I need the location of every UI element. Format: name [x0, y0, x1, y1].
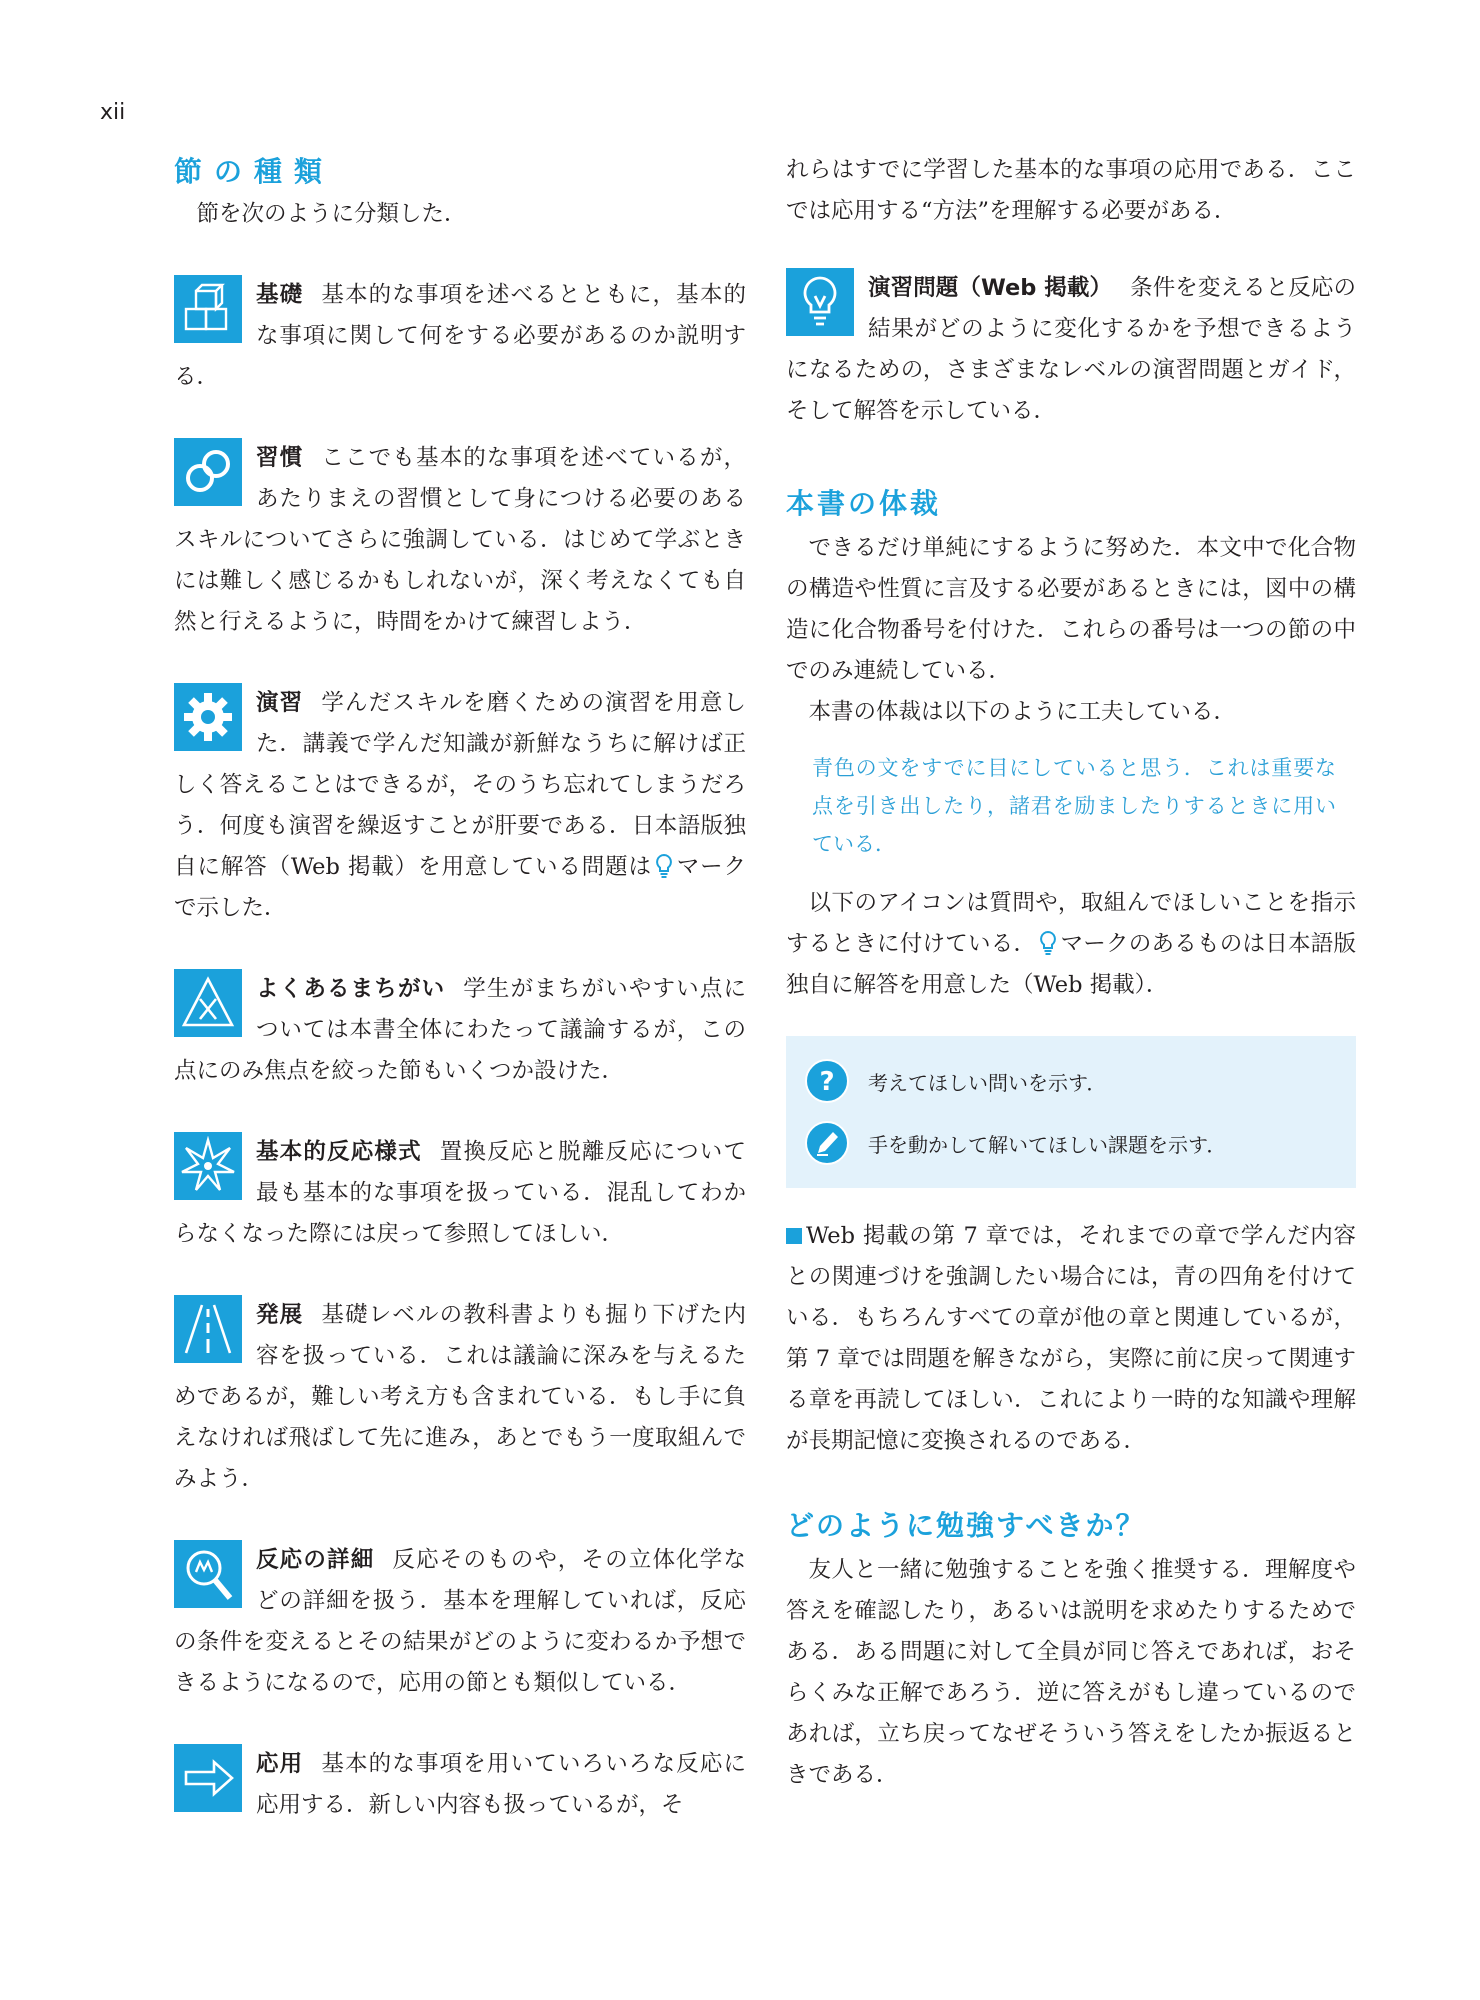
section-types-intro: 節を次のように分類した． [196, 201, 467, 227]
gear-icon [174, 683, 242, 751]
study-heading: どのように勉強すべきか？ [786, 1509, 1146, 1542]
term-label: 基礎 [256, 282, 304, 308]
blue-emphasis-text: 青色の文をすでに目にしていると思う．これは重要な点を引き出したり，諸君を励ましたりするときに用いている． [812, 756, 1336, 856]
rings-icon [174, 438, 242, 506]
term-label: 演習 [256, 690, 304, 716]
section-text: 条件を変えると反応の結果がどのように変化するかを予想できるようになるための，さまざまなレベルの演習問題とガイド，そして解答を示している． [786, 275, 1356, 424]
legend-row-pencil [804, 1112, 1338, 1174]
legend-text: 手を動かして解いてほしい課題を示す． [868, 1132, 1227, 1157]
term-label: 基本的反応様式 [256, 1139, 422, 1165]
term-label: よくあるまちがい [256, 976, 446, 1002]
section-habit [174, 438, 746, 643]
study-paragraph: 友人と一緒に勉強することを強く推奨する．理解度や答えを確認したり，あるいは説明を求めたりするためである．ある問題に対して全員が同じ答えであれば，おそらくみな正解であろう．逆に答えがもし違っているのであれば，立ち戻ってなぜそういう答えをしたか振返るときである． [786, 1557, 1356, 1788]
warning-x-icon [174, 969, 242, 1037]
section-text: 学んだスキルを磨くための演習を用意した．講義で学んだ知識が新鮮なうちに解けば正しく答えることはできるが，そのうち忘れてしまうだろう．何度も演習を繰返すことが肝要である．日本語版独自に解答（Web 掲載）を用意している問題は [174, 690, 746, 880]
magnifier-icon [174, 1540, 242, 1608]
question-icon [804, 1058, 850, 1104]
legend-row-question [804, 1050, 1338, 1112]
section-text: 基本的な事項を用いていろいろな反応に応用する．新しい内容も扱っているが，そ [256, 1751, 746, 1818]
section-web-exercises [786, 268, 1356, 432]
section-text: ここでも基本的な事項を述べているが，あたりまえの習慣として身につける必要のあるスキルについてさらに強調している．はじめて学ぶときには難しく感じるかもしれないが，深く考えなくても自然と行えるように，時間をかけて練習しよう． [174, 445, 746, 635]
section-exercise [174, 683, 746, 929]
legend-text: 考えてほしい問いを示す． [868, 1070, 1107, 1095]
arrow-right-icon [174, 1744, 242, 1812]
format-paragraph-1: できるだけ単純にするように努めた．本文中で化合物の構造や性質に言及する必要があるときには，図中の構造に化合物番号を付けた．これらの番号は一つの節の中でのみ連続している． [786, 535, 1356, 684]
icon-legend-box [786, 1036, 1356, 1188]
page-number: xii [100, 100, 126, 125]
lightbulb-icon [786, 268, 854, 336]
icons-paragraph-text: 以下のアイコンは質問や，取組んでほしいことを指示するときに付けている． [786, 890, 1356, 957]
term-label: 応用 [256, 1751, 304, 1777]
lightbulb-icon [654, 854, 674, 878]
chapter7-paragraph [786, 1216, 1356, 1462]
section-types-heading: 節の種類 [174, 155, 335, 188]
section-advanced [174, 1295, 746, 1500]
section-text: 反応そのものや，その立体化学などの詳細を扱う．基本を理解していれば，反応の条件を変えるとその結果がどのように変わるか予想できるようになるので，応用の節とも類似している． [174, 1547, 746, 1696]
term-label: 発展 [256, 1302, 304, 1328]
pencil-icon [804, 1120, 850, 1166]
cubes-icon [174, 275, 242, 343]
section-basic-reaction [174, 1132, 746, 1255]
section-text: 基礎レベルの教科書よりも掘り下げた内容を扱っている．これは議論に深みを与えるためであるが，難しい考え方も含まれている．もし手に負えなければ飛ばして先に進み，あとでもう一度取組んでみよう． [174, 1302, 746, 1492]
lightbulb-icon [1038, 931, 1058, 955]
blue-square-icon [786, 1228, 802, 1244]
term-label: 演習問題（Web 掲載） [868, 275, 1113, 301]
chapter7-text: Web 掲載の第 7 章では，それまでの章で学んだ内容との関連づけを強調したい場合には，青の四角を付けている．もちろんすべての章が他の章と関連しているが，第 7 章では問題を解きながら，実際に前に戻って関連する章を再読してほしい．これにより一時的な知識や理解が長期記憶に変換されるのである． [786, 1223, 1356, 1454]
format-paragraph-2: 本書の体裁は以下のように工夫している． [808, 699, 1237, 725]
section-text: 基本的な事項を述べるとともに，基本的な事項に関して何をする必要があるのか説明する． [174, 282, 746, 390]
format-heading: 本書の体裁 [786, 487, 942, 520]
section-text-after: マークで示した． [174, 854, 746, 921]
icons-paragraph [786, 883, 1356, 1006]
left-column [174, 150, 746, 1826]
section-application [174, 1744, 746, 1826]
continued-text: れらはすでに学習した基本的な事項の応用である．ここでは応用する“方法”を理解する必要がある． [786, 157, 1356, 224]
road-icon [174, 1295, 242, 1363]
section-text: 置換反応と脱離反応について最も基本的な事項を扱っている．混乱してわからなくなった際には戻って参照してほしい． [174, 1139, 746, 1247]
section-basic [174, 275, 746, 398]
right-column [786, 150, 1356, 1796]
star-burst-icon [174, 1132, 242, 1200]
section-text: 学生がまちがいやすい点については本書全体にわたって議論するが，この点にのみ焦点を絞った節もいくつか設けた． [174, 976, 746, 1084]
svg-text:?: ? [819, 1067, 835, 1097]
term-label: 反応の詳細 [256, 1547, 375, 1573]
icons-paragraph-text-after: マークのあるものは日本語版独自に解答を用意した（Web 掲載）． [786, 931, 1356, 998]
section-common-mistakes [174, 969, 746, 1092]
section-reaction-details [174, 1540, 746, 1704]
term-label: 習慣 [256, 445, 304, 471]
